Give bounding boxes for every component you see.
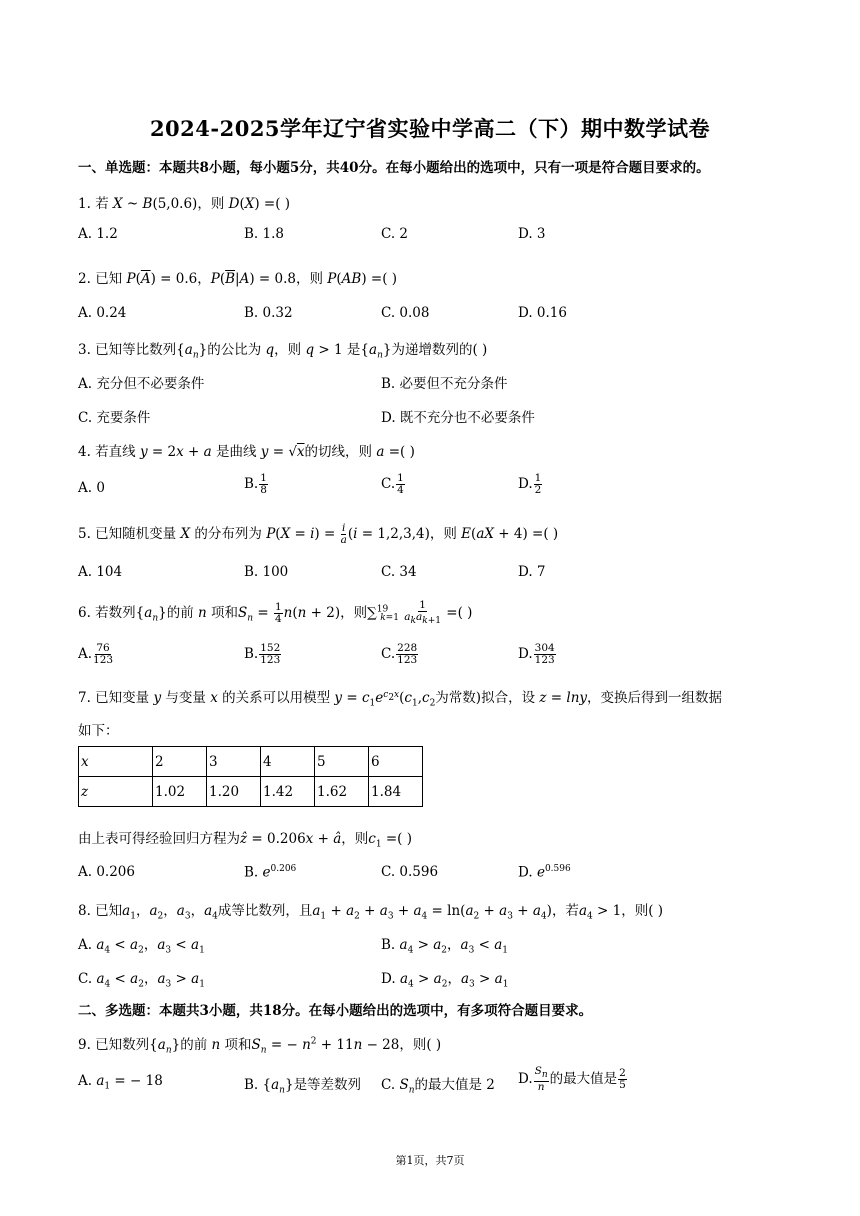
table-cell: 1.84 xyxy=(369,777,423,807)
table-cell: 1.02 xyxy=(153,777,207,807)
q8-option-a: A. $a_4 < a_2$，$a_3 < a_1$ xyxy=(78,937,205,956)
table-cell: 1.42 xyxy=(261,777,315,807)
table-cell: 4 xyxy=(261,747,315,777)
q6-option-a: A. $\frac{76}{123}$ xyxy=(78,642,114,667)
question-8: 8. 已知$a_1$，$a_2$，$a_3$，$a_4$成等比数列，且$a_1 + a_2 + a_3 + a_4 = \ln(a_2 + a_3 + a_4)$，若$a_4 > 1$，则( ) xyxy=(78,903,664,922)
question-5: 5. 已知随机变量 X 的分布列为 P(X = i) = $\frac{i}{a}$ (i = 1,2,3,4)，则 E(aX + 4) =( ) xyxy=(78,521,559,546)
table-cell: 2 xyxy=(153,747,207,777)
q7-option-b: B. $e^{0.206}$ xyxy=(244,864,297,881)
table-cell: 1.62 xyxy=(315,777,369,807)
q4-option-c: C. $\frac{1}{4}$ xyxy=(381,472,404,497)
q2-option-d: D. 0.16 xyxy=(518,305,567,321)
q5-option-a: A. 104 xyxy=(78,564,123,580)
q1-option-a: A. 1.2 xyxy=(78,226,118,242)
table-cell: z xyxy=(79,777,153,807)
question-2: 2. 已知 $P(\overline{A}) = 0.6$，$P(\overline{B}|A) = 0.8$，则 P(AB) =( ) xyxy=(78,271,398,287)
q9-option-b: B. $\{a_n\}$是等差数列 xyxy=(244,1077,362,1096)
table-cell: 6 xyxy=(369,747,423,777)
q8-option-b: B. $a_4 > a_2$，$a_3 < a_1$ xyxy=(381,937,509,956)
question-1: 1. 若 X ~ B(5,0.6)，则 D(X) =( ) xyxy=(78,196,291,212)
table-cell: x xyxy=(79,747,153,777)
page-footer: 第1页，共7页 xyxy=(395,1154,465,1167)
q6-option-c: C. $\frac{228}{123}$ xyxy=(381,642,418,667)
q3-option-b: B. 必要但不充分条件 xyxy=(381,376,508,392)
question-7-continued: 如下： xyxy=(78,723,119,739)
q2-option-b: B. 0.32 xyxy=(244,305,293,321)
section-multi-choice-heading: 二、多选题：本题共3小题，共18分。在每小题给出的选项中，有多项符合题目要求。 xyxy=(78,1003,593,1019)
table-cell: 1.20 xyxy=(207,777,261,807)
q3-option-c: C. 充要条件 xyxy=(78,410,151,426)
q4-option-b: B. $\frac{1}{8}$ xyxy=(244,472,267,497)
question-7: 7. 已知变量 y 与变量 x 的关系可以用模型 $y = c_1e^{c_2x}(c_1,c_2$为常数)拟合，设 z = lny，变换后得到一组数据 xyxy=(78,689,723,709)
q1-option-b: B. 1.8 xyxy=(244,226,284,242)
table-row xyxy=(79,777,423,807)
q4-option-d: D. $\frac{1}{2}$ xyxy=(518,472,542,497)
page-title: 2024-2025学年辽宁省实验中学高二（下）期中数学试卷 xyxy=(149,116,711,141)
q8-option-d: D. $a_4 > a_2$，$a_3 > a_1$ xyxy=(381,971,509,990)
question-4: 4. 若直线 y = 2x + a 是曲线 y = √x的切线，则 a =( ) xyxy=(78,444,415,460)
q8-option-c: C. $a_4 < a_2$，$a_3 > a_1$ xyxy=(78,971,205,990)
q7-option-d: D. $e^{0.596}$ xyxy=(518,864,571,881)
q3-option-d: D. 既不充分也不必要条件 xyxy=(381,410,535,426)
q5-option-d: D. 7 xyxy=(518,564,546,580)
table-row xyxy=(79,747,423,777)
q1-option-c: C. 2 xyxy=(381,226,409,242)
q1-option-d: D. 3 xyxy=(518,226,546,242)
q2-option-a: A. 0.24 xyxy=(78,305,127,321)
q9-option-c: C. $S_n$的最大值是 2 xyxy=(381,1077,495,1096)
q6-option-d: D. $\frac{304}{123}$ xyxy=(518,642,555,667)
question-6: 6. 若数列$\{a_n\}$的前 n 项和$S_n$ = $\frac{1}{4}$ n(n + 2)，则∑$^{19}_{k=1}$ $\frac{1}{a_ka_{k+1}}$ =( ) xyxy=(78,599,473,627)
question-3: 3. 已知等比数列$\{a_n\}$的公比为 q，则 q > 1 是$\{a_n\}$为递增数列的( ) xyxy=(78,342,488,361)
table-cell: 5 xyxy=(315,747,369,777)
q7-data-table xyxy=(78,746,423,807)
table-cell: 3 xyxy=(207,747,261,777)
q9-option-d: D. $\frac{S_n}{n}$ 的最大值是 $\frac{2}{5}$ xyxy=(518,1065,626,1093)
q7-option-c: C. 0.596 xyxy=(381,864,439,880)
q7-option-a: A. 0.206 xyxy=(78,864,135,880)
q9-option-a: A. $a_1$ = − 18 xyxy=(78,1073,163,1092)
question-9: 9. 已知数列$\{a_n\}$的前 n 项和$S_n$ = − $n^2 + 11n - 28$，则( ) xyxy=(78,1036,442,1056)
q5-option-c: C. 34 xyxy=(381,564,417,580)
q4-option-a: A. 0 xyxy=(78,480,105,496)
q3-option-a: A. 充分但不必要条件 xyxy=(78,376,205,392)
q5-option-b: B. 100 xyxy=(244,564,289,580)
question-7-regression: 由上表可得经验回归方程为ẑ = 0.206x + â，则$c_1$ =( ) xyxy=(78,831,412,850)
section-single-choice-heading: 一、单选题：本题共8小题，每小题5分，共40分。在每小题给出的选项中，只有一项是符合题目要求的。 xyxy=(78,160,710,176)
q2-option-c: C. 0.08 xyxy=(381,305,430,321)
q6-option-b: B. $\frac{152}{123}$ xyxy=(244,642,281,667)
